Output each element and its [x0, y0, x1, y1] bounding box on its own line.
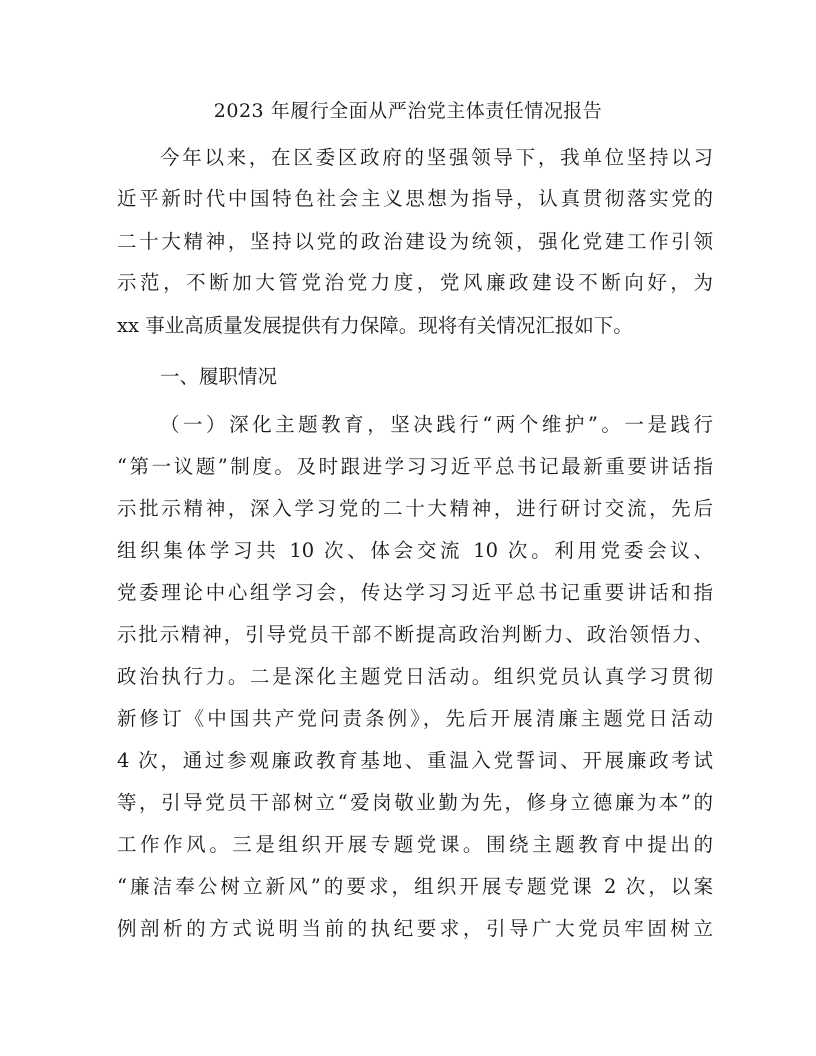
body-line: 党委理论中心组学习会，传达学习习近平总书记重要讲话和指: [117, 581, 713, 604]
intro-line: 示范，不断加大管党治党力度，党风廉政建设不断向好，为: [117, 271, 713, 294]
body-line: 4 次，通过参观廉政教育基地、重温入党誓词、开展廉政考试: [117, 749, 713, 772]
intro-line: 今年以来，在区委区政府的坚强领导下，我单位坚持以习: [160, 146, 713, 169]
section-heading: 一、履职情况: [160, 365, 278, 388]
body-line: 工作作风。三是组织开展专题党课。围绕主题教育中提出的: [117, 833, 713, 856]
body-line: 示批示精神，深入学习党的二十大精神，进行研讨交流，先后: [117, 497, 713, 520]
intro-line: 二十大精神，坚持以党的政治建设为统领，强化党建工作引领: [117, 230, 713, 253]
intro-line: xx 事业高质量发展提供有力保障。现将有关情况汇报如下。: [117, 314, 633, 337]
body-line: “廉洁奉公树立新风”的要求，组织开展专题党课 2 次，以案: [117, 875, 713, 898]
body-line: 等，引导党员干部树立“爱岗敬业勤为先，修身立德廉为本”的: [117, 791, 713, 814]
body-line: “第一议题”制度。及时跟进学习习近平总书记最新重要讲话指: [117, 455, 713, 478]
intro-line: 近平新时代中国特色社会主义思想为指导，认真贯彻落实党的: [117, 187, 713, 210]
body-line: 示批示精神，引导党员干部不断提高政治判断力、政治领悟力、: [117, 623, 713, 646]
body-line: 新修订《中国共产党问责条例》，先后开展清廉主题党日活动: [117, 707, 713, 730]
document-title: 2023 年履行全面从严治党主体责任情况报告: [213, 100, 603, 122]
body-line: 例剖析的方式说明当前的执纪要求，引导广大党员牢固树立: [117, 917, 713, 940]
body-line: 组织集体学习共 10 次、体会交流 10 次。利用党委会议、: [117, 539, 713, 562]
body-line: 政治执行力。二是深化主题党日活动。组织党员认真学习贯彻: [117, 665, 713, 688]
body-line: （一）深化主题教育，坚决践行“两个维护”。一是践行: [160, 413, 713, 436]
